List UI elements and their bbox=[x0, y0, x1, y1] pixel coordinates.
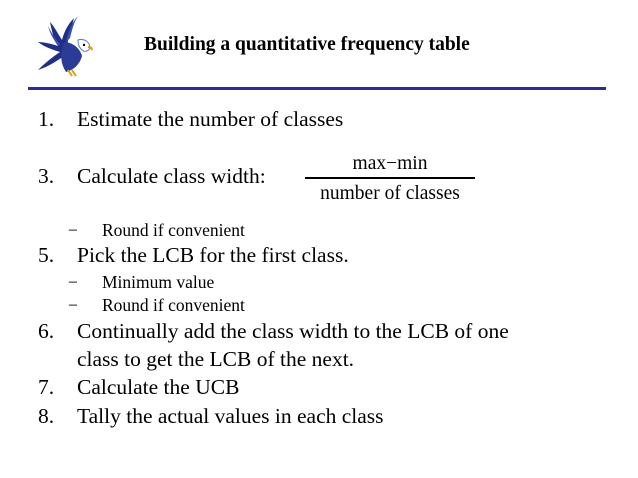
class-width-formula bbox=[305, 151, 475, 207]
step-number: 6. bbox=[38, 319, 55, 343]
dash-bullet: − bbox=[68, 220, 78, 240]
dash-bullet: − bbox=[68, 272, 78, 292]
step-number: 5. bbox=[38, 243, 55, 267]
step-text: Continually add the class width to the LCB of one bbox=[77, 319, 509, 343]
step-number: 1. bbox=[38, 107, 55, 131]
step-number: 7. bbox=[38, 375, 55, 399]
step-text: Tally the actual values in each class bbox=[77, 404, 384, 428]
formula-denominator: number of classes bbox=[320, 182, 460, 204]
subitem-text: Minimum value bbox=[102, 272, 215, 292]
step-text: Estimate the number of classes bbox=[77, 107, 344, 131]
step-number: 8. bbox=[38, 404, 55, 428]
eagle-icon bbox=[28, 12, 96, 78]
subitem-text: Round if convenient bbox=[102, 220, 245, 240]
title-divider bbox=[28, 87, 606, 90]
dash-bullet: − bbox=[68, 295, 78, 315]
step-text: class to get the LCB of the next. bbox=[77, 347, 355, 371]
step-text: Calculate the UCB bbox=[77, 375, 240, 399]
step-text: Calculate class width: bbox=[77, 164, 266, 188]
step-number: 3. bbox=[38, 164, 55, 188]
formula-numerator: max−min bbox=[352, 153, 428, 174]
step-text: Pick the LCB for the first class. bbox=[77, 243, 349, 267]
slide-title: Building a quantitative frequency table bbox=[144, 34, 470, 55]
subitem-text: Round if convenient bbox=[102, 295, 245, 315]
